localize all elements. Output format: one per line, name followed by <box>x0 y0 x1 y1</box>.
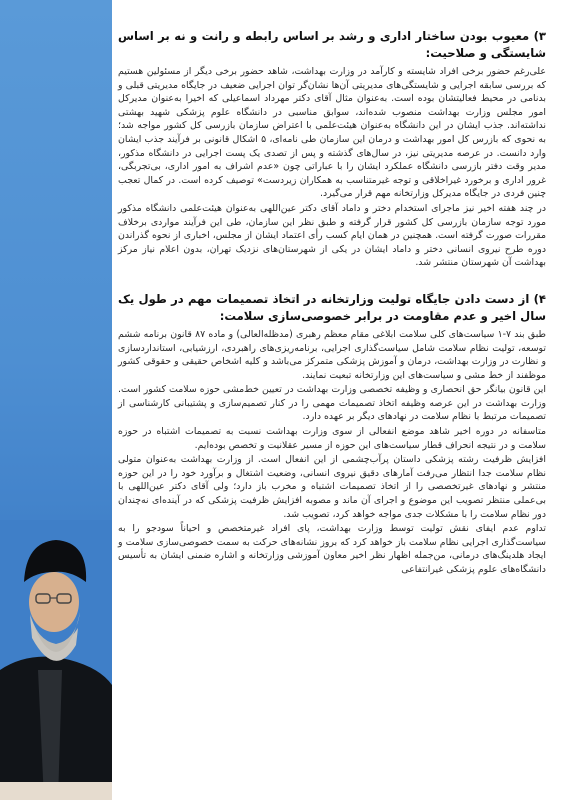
section-3-paragraph-1: علی‌رغم حضور برخی افراد شایسته و کارآمد در وزارت بهداشت، شاهد حضور برخی دیگر از مسئولین هستیم که بررسی سابقه اجرایی و شایستگی‌های مدیریتی آن‌ها نشان‌گر توان اجرایی ضعیف در جایگاه مدیریتی قبلی و بدنامی در محیط فعالیتشان بوده است. به‌عنوان مثال آقای دکتر مهرداد اسماعیلی که اخیرا به‌عنوان مدیرکل امور مجلس وزارت بهداشت منصوب شده‌اند، سوابق مناسبی در دانشگاه علوم پزشکی شهید بهشتی نداشته‌اند. جذب ایشان در این دانشگاه به‌عنوان هیئت‌علمی با اعتراض سازمان بازرسی کل کشور مواجه شد؛ به نحوی که بازرس کل امور بهداشت و درمان این سازمان طی نامه‌ای، ۵ اشکال قانونی بر فرآیند جذب ایشان وارد دانست. در عرصه مدیریتی نیز، در سال‌های گذشته و پس از تصدی یک پست اجرایی در دانشگاه مذکور، مدیر وقت دفتر بازرسی دانشگاه عملکرد ایشان را با عباراتی چون «عدم اشراف به امور اداری، بی‌تجربگی، غرور اداری و برخورد غیراخلاقی و توجه غیرمتناسب به همکاران زیردست» توصیف کرده است. در کمال تعجب چنین فردی در جایگاه مدیرکل وزارتخانه مهم قرار می‌گیرد. <box>118 66 546 200</box>
section-4-paragraph-1: طبق بند ۷-۱ سیاست‌های کلی سلامت ابلاغی مقام معظم رهبری (مدظله‌العالی) و ماده ۸۷ قانون برنامه ششم توسعه، تولیت نظام سلامت شامل سیاست‌گذاری اجرایی، برنامه‌ریزی‌های راهبردی، ارزشیابی، استانداردسازی و نظارت در وزارت بهداشت، درمان و آموزش پزشکی متمرکز می‌باشد و کلیه اشخاص حقیقی و حقوقی کشور موظفند از خط مشی و سیاست‌های این وزارتخانه تبعیت نمایند. <box>118 328 547 381</box>
section-4-paragraph-5: تداوم عدم ایفای نقش تولیت توسط وزارت بهداشت، پای افراد غیرمتخصص و احیاناً سودجو را به سیاست‌گذاری اجرایی نظام سلامت باز خواهد کرد که بروز نشانه‌های حرکت به سمت خصوصی‌سازی سلامت و ایجاد هلدینگ‌های درمانی، من‌جمله اظهار نظر اخیر معاون آموزشی وزارتخانه و اشاره ضمنی ایشان به تأسیس دانشگاه‌های علوم پزشکی غیرانتفاعی <box>118 523 546 575</box>
section-4-paragraph-4: افزایش ظرفیت رشته پزشکی داستان پرآب‌چشمی از این انفعال است. از وزارت بهداشت به‌عنوان متولی نظام سلامت جدا انتظار می‌رفت آمارهای دقیق نیروی انسانی، وضعیت اشتغال و برآورد خود را در این حوزه منتشر و نهادهای غیرتخصصی را از اتخاذ تصمیمات اشتباه و مخرب باز دارد؛ ولی آقای دکتر عین‌اللهی با بی‌عملی منتظر تصویب این موضوع و اجرای آن ماند و مصوبه افزایش ظرفیت پزشکی که در آینده‌ای نه‌چندان دور نظام سلامت را با مشکلات جدی مواجه خواهد کرد، تصویب شد. <box>118 454 546 520</box>
section-4-paragraph-2: این قانون بیانگر حق انحصاری و وظیفه تخصصی وزارت بهداشت در تعیین خط‌مشی حوزه سلامت کشور است. وزارت بهداشت در این عرصه وظیفه اتخاذ تصمیمات مهمی را در کنار تصمیم‌سازی و پشتیبانی کارشناسی از تصمیمات مرتبط با نظام سلامت در نهادهای دیگر بر عهده دارد. <box>118 384 546 423</box>
section-3-title: ۳) معیوب بودن ساختار اداری و رشد بر اساس رابطه و رانت و نه بر اساس شایستگی و صلاحیت: <box>118 29 546 60</box>
section-4-paragraph-3: متاسفانه در دوره اخیر شاهد موضع انفعالی از سوی وزارت بهداشت نسبت به تصمیمات اشتباه در حوزه سلامت و در نتیجه انحراف قطار سیاست‌های این حوزه از مسیر عقلانیت و تخصص بوده‌ایم. <box>118 426 546 451</box>
section-3-paragraph-2: در چند هفته اخیر نیز ماجرای استخدام دختر و داماد آقای دکتر عین‌اللهی به‌عنوان هیئت‌علمی دانشگاه مذکور مورد توجه سازمان بازرسی کل کشور قرار گرفته و طبق نظر این سازمان، طی این فرآیند مواردی برخلاف مقررات صورت گرفته است. همچنین در همان ایام کسب رأی اعتماد ایشان از مجلس، اخباری از نحوه گذراندن دوره طرح نیروی انسانی دختر و داماد ایشان در یکی از شهرستان‌های نزدیک تهران، بدون اعلام نیاز مرکز بهداشت آن شهرستان منتشر شد. <box>118 202 546 269</box>
section-4-title: ۴) از دست دادن جایگاه تولیت وزارتخانه در اتخاذ تصمیمات مهم در طول یک سال اخیر و عدم مقاومت در برابر خصوصی‌سازی سلامت: <box>118 291 546 323</box>
document-body <box>118 28 546 578</box>
portrait-photo <box>0 520 112 800</box>
section-spacer <box>118 271 546 291</box>
